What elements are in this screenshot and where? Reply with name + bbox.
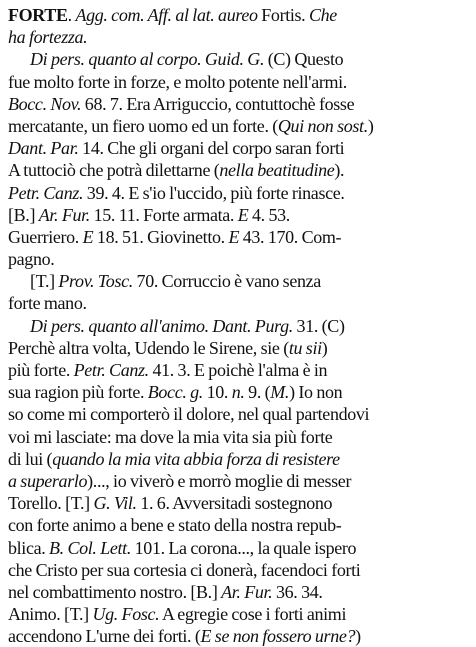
citation-text: Che	[309, 5, 337, 25]
body-text: forte mano.	[8, 293, 87, 314]
body-text: 15. 11. Forte armata.	[89, 204, 238, 225]
body-text: 39. 4. E s'io l'uccido, più forte rinasce.	[83, 182, 345, 203]
citation-text: E	[82, 226, 94, 247]
entry-line	[8, 381, 470, 403]
citation-text: Prov. Tosc.	[58, 271, 133, 292]
entry-line	[8, 292, 470, 314]
body-text: 68. 7. Era Arriguccio, contuttochè fosse	[81, 93, 355, 114]
body-text: mercatante, un fiero uomo ed un forte. (	[8, 115, 278, 136]
citation-text: a superarlo	[8, 470, 88, 491]
body-text: [B.]	[8, 204, 39, 225]
body-text: A tuttociò che potrà dilettarne (	[8, 160, 220, 181]
body-text: 70. Corruccio è vano senza	[132, 271, 321, 292]
body-text: 14. Che gli organi del corpo saran forti	[78, 138, 345, 159]
body-text: so come mi comporterò il dolore, nel qual partendovi	[8, 404, 370, 425]
entry-line	[8, 71, 470, 93]
citation-text: E	[228, 226, 240, 247]
entry-line	[8, 514, 470, 536]
body-text: Torello. [T.]	[8, 493, 94, 514]
entry-line	[8, 48, 470, 70]
body-text: (C) Questo	[264, 49, 344, 70]
body-text: con forte animo a bene e stato della nostra repub-	[8, 515, 342, 536]
body-text: 31. (C)	[292, 315, 345, 336]
entry-line	[8, 159, 470, 181]
citation-text: B. Col. Lett.	[49, 537, 131, 558]
body-text: voi mi lasciate: ma dove la mia vita sia più forte	[8, 426, 333, 447]
entry-line	[8, 581, 470, 603]
entry-line	[8, 204, 470, 226]
body-text: sua ragion più forte.	[8, 382, 148, 403]
citation-text: Ug. Fosc.	[92, 604, 160, 625]
entry-line	[8, 559, 470, 581]
citation-text: Ar. Fur.	[221, 581, 273, 602]
entry-line	[8, 359, 470, 381]
body-text: 4. 53.	[248, 204, 290, 225]
entry-line	[8, 115, 470, 137]
body-text: [T.]	[30, 271, 59, 292]
body-text: Perchè altra volta, Udendo le Sirene, sie (	[8, 337, 289, 358]
citation-text: E	[237, 204, 249, 225]
entry-line	[8, 426, 470, 448]
body-text: blica.	[8, 537, 50, 558]
entry-line	[8, 470, 470, 492]
citation-text: Petr. Canz.	[73, 360, 149, 380]
body-text: )	[321, 337, 328, 358]
citation-text: Dant. Par.	[8, 138, 79, 159]
entry-line	[8, 270, 470, 292]
citation-text: tu sii	[288, 337, 322, 358]
entry-line	[8, 403, 470, 425]
entry-line	[8, 182, 470, 204]
citation-text: Bocc. g.	[147, 382, 203, 403]
body-text: 101. La corona..., la quale ispero	[131, 537, 357, 558]
entry-line	[8, 625, 470, 647]
citation-text: Ar. Fur.	[38, 204, 90, 225]
body-text: 43. 170. Com-	[239, 226, 342, 247]
entry-line	[8, 226, 470, 248]
body-text: Animo. [T.]	[8, 604, 93, 625]
body-text: 10.	[202, 382, 232, 403]
body-text: Guerriero.	[8, 226, 83, 247]
citation-text: Di pers. quanto all'animo. Dant. Purg.	[30, 315, 293, 336]
body-text: che Cristo per sua cortesia ci donerà, facendoci forti	[8, 559, 361, 580]
citation-text: Bocc. Nov.	[8, 93, 82, 114]
body-text: 9. (	[244, 382, 271, 403]
body-text: .	[67, 5, 76, 25]
citation-text: G. Vil.	[93, 493, 137, 514]
entry-line	[8, 0, 470, 26]
body-text: accendono L'urne dei forti. (	[8, 626, 201, 647]
entry-line	[8, 248, 470, 270]
body-text: ) Io non	[289, 382, 343, 403]
entry-line	[8, 26, 470, 48]
citation-text: Agg. com. Aff. al lat. aureo	[75, 5, 258, 25]
citation-text: ha fortezza.	[8, 27, 88, 48]
entry-line	[8, 603, 470, 625]
entry-line	[8, 537, 470, 559]
body-text: A egregie cose i forti animi	[159, 604, 347, 625]
body-text: di lui (	[8, 448, 53, 469]
entry-line	[8, 137, 470, 159]
body-text: Fortis.	[257, 5, 309, 25]
body-text: fue molto forte in forze, e molto potente nell'armi.	[8, 71, 347, 92]
body-text: 36. 34.	[272, 581, 323, 602]
citation-text: nella beatitudine	[219, 160, 335, 181]
body-text: più forte.	[8, 360, 74, 380]
citation-text: E se non fossero urne?	[200, 626, 356, 647]
body-text: 1. 6. Avversitadi sostegnono	[136, 493, 333, 514]
body-text: 41. 3. E poichè l'alma è in	[148, 360, 328, 380]
body-text: nel combattimento nostro. [B.]	[8, 581, 222, 602]
citation-text: quando la mia vita abbia forza di resistere	[52, 448, 340, 469]
body-text: 18. 51. Giovinetto.	[93, 226, 229, 247]
entry-line	[8, 315, 470, 337]
citation-text: Petr. Canz.	[8, 182, 84, 203]
body-text: )	[355, 626, 361, 647]
entry-line	[8, 492, 470, 514]
citation-text: n.	[231, 382, 245, 403]
body-text: )..., io viverò e morrò moglie di messer	[87, 470, 352, 491]
body-text: pagno.	[8, 249, 55, 270]
body-text: )	[367, 115, 374, 136]
body-text: ).	[334, 160, 345, 181]
entry-line	[8, 448, 470, 470]
entry-line	[8, 93, 470, 115]
citation-text: Qui non sost.	[277, 115, 368, 136]
citation-text: M.	[270, 382, 290, 403]
headword: FORTE	[8, 5, 68, 25]
citation-text: Di pers. quanto al corpo. Guid. G.	[30, 49, 265, 70]
entry-line	[8, 337, 470, 359]
